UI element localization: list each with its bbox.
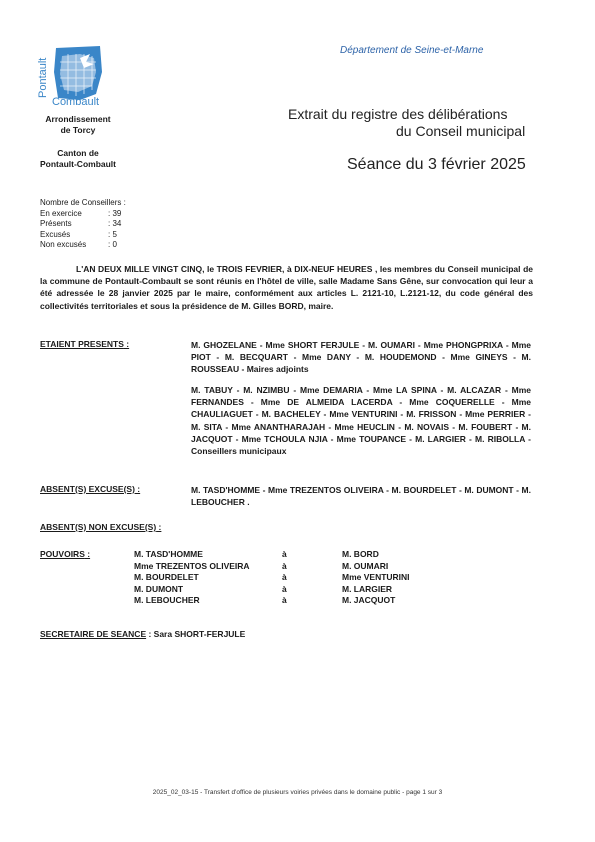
pouvoir-to: M. LARGIER <box>342 583 393 594</box>
pouvoir-from: M. DUMONT <box>134 583 184 594</box>
presents-colon: : <box>123 339 130 349</box>
non-excuses-colon: : <box>156 522 162 532</box>
pouvoir-a: à <box>282 572 287 582</box>
non-excuses-label-text: ABSENT(S) NON EXCUSE(S) <box>40 522 157 532</box>
document-title: Extrait du registre des délibérations <box>288 106 508 122</box>
pouvoirs-label <box>40 549 90 559</box>
presents-conseillers: M. TABUY - M. NZIMBU - Mme DEMARIA - Mme LA SPINA - M. ALCAZAR - Mme FERNANDES - Mme DE ALMEIDA LACERDA - Mme COQUERELLE - Mme CHAULIAGUET - M. BACHELEY - Mme VENTURINI - M. FRISSON - Mme PERRIER - M. SITA - Mme ANANTHARAJAH - Mme HEUCLIN - M. NOVAIS - M. FOUBERT - M. JACQUOT - Mme TCHOULA NJIA - Mme TOUPANCE - M. LARGIER - M. RIBOLLA - Conseillers municipaux <box>191 385 531 457</box>
pouvoir-row <box>134 549 410 561</box>
department-name: Département de Seine-et-Marne <box>340 45 484 56</box>
count-label: En exercice <box>40 208 82 218</box>
pouvoir-a: à <box>282 595 287 605</box>
canton-block <box>30 148 126 170</box>
presents-adjoints: M. GHOZELANE - Mme SHORT FERJULE - M. OUMARI - Mme PHONGPRIXA - Mme PIOT - M. BECQUART - Mme DANY - M. HOUDEMOND - Mme GINEYS - M. ROUSSEAU - Maires adjoints <box>191 340 531 375</box>
pouvoir-to: M. OUMARI <box>342 560 389 571</box>
pouvoir-from: M. TASD'HOMME <box>134 549 203 559</box>
count-row <box>40 209 126 220</box>
non-excuses-label <box>40 522 161 532</box>
presents-label-text: ETAIENT PRESENTS <box>40 339 124 349</box>
seance-date: Séance du 3 février 2025 <box>347 156 526 173</box>
pouvoir-from: Mme TREZENTOS OLIVEIRA <box>134 560 250 571</box>
secretaire-label: SECRETAIRE DE SEANCE <box>40 629 147 639</box>
arrondissement-line2: de Torcy <box>60 125 96 135</box>
councillor-counts <box>40 198 126 251</box>
document-subtitle: du Conseil municipal <box>396 123 526 139</box>
count-label: Présents <box>40 219 72 228</box>
pouvoir-row <box>134 595 410 607</box>
pouvoir-row <box>134 572 410 584</box>
excuses-list: M. TASD'HOMME - Mme TREZENTOS OLIVEIRA - M. BOURDELET - M. DUMONT - M. LEBOUCHER . <box>191 485 531 508</box>
excuses-colon: : <box>134 484 141 494</box>
pouvoir-row <box>134 584 410 596</box>
logo-bottom-text: Combault <box>52 96 100 108</box>
secretaire-name: : Sara SHORT-FERJULE <box>146 629 246 639</box>
count-label: Non excusés <box>40 240 87 249</box>
count-row <box>40 240 126 251</box>
count-value: : 5 <box>108 229 117 239</box>
canton-line2: Pontault-Combault <box>39 159 117 169</box>
excuses-label-text: ABSENT(S) EXCUSE(S) <box>40 484 135 494</box>
count-value: : 34 <box>108 219 122 228</box>
pouvoir-to: Mme VENTURINI <box>342 572 410 582</box>
count-row <box>40 230 126 241</box>
pouvoir-from: M. BOURDELET <box>134 572 199 582</box>
pouvoir-a: à <box>282 549 287 559</box>
count-value: : 0 <box>108 240 117 249</box>
pouvoirs-colon: : <box>84 549 91 559</box>
count-row <box>40 219 126 230</box>
excuses-label <box>40 484 140 494</box>
pouvoirs-table <box>134 549 410 607</box>
count-label: Excusés <box>40 229 71 239</box>
pouvoir-to: M. BORD <box>342 549 379 559</box>
intro-paragraph: L'AN DEUX MILLE VINGT CINQ, le TROIS FEVRIER, à DIX-NEUF HEURES , les membres du Conseil municipal de la commune de Pontault-Combault se sont réunis en l'hôtel de ville, salle Madame Sans Gêne, sur convocation qui leur a été adressée le 28 janvier 2025 par le maire, conformément aux articles L. 2121-10, L.2121-12, du code général des collectivités territoriales et sous la présidence de M. Gilles BORD, maire. <box>40 264 533 311</box>
pouvoir-a: à <box>282 583 287 594</box>
pouvoir-from: M. LEBOUCHER <box>134 595 200 605</box>
canton-line1: Canton de <box>57 148 99 158</box>
presents-label <box>40 339 129 349</box>
counts-heading: Nombre de Conseillers : <box>40 198 126 207</box>
pouvoir-row <box>134 561 410 573</box>
pouvoirs-label-text: POUVOIRS <box>40 549 85 559</box>
page-footer: 2025_02_03-15 - Transfert d'office de plusieurs voiries privées dans le domaine public - page 1 sur 3 <box>152 789 443 796</box>
arrondissement-line1: Arrondissement <box>45 114 111 124</box>
count-value: : 39 <box>108 208 122 218</box>
pouvoir-to: M. JACQUOT <box>342 595 396 605</box>
pouvoir-a: à <box>282 560 287 571</box>
arrondissement-block <box>30 114 126 136</box>
logo-vertical-text: Pontault <box>37 57 49 98</box>
secretaire-line <box>40 629 245 639</box>
